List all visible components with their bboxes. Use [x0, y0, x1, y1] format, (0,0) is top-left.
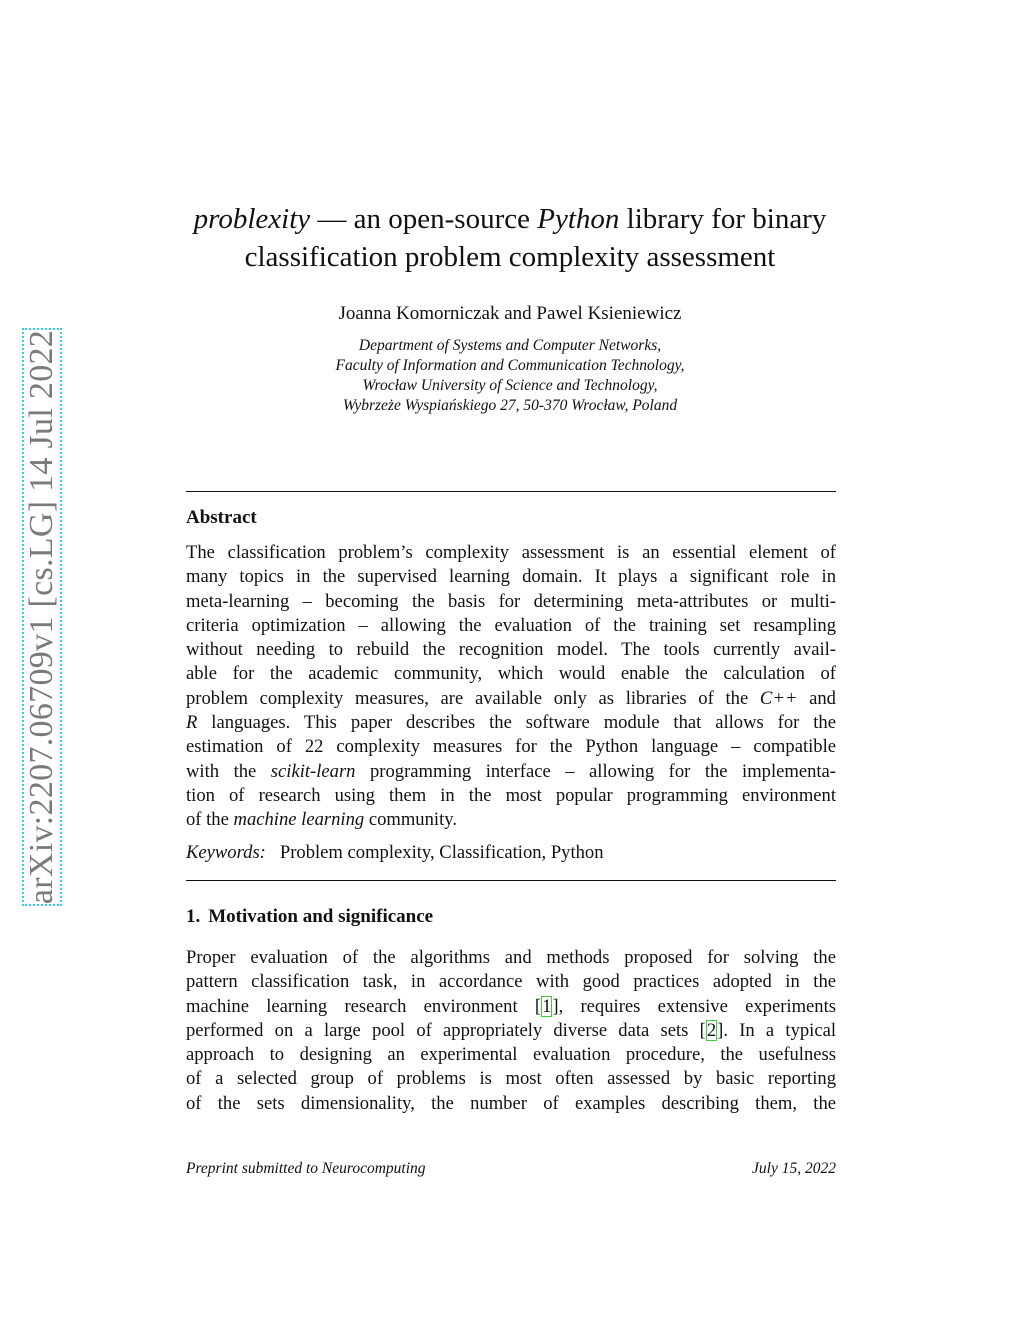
body-line: approach to designing an experimental evaluation procedure, the usefulness [186, 1044, 836, 1066]
abstract-body [186, 541, 836, 833]
title-line-2: classification problem complexity assessment [244, 241, 776, 273]
keywords-label: Keywords: [186, 842, 266, 863]
keywords-value: Problem complexity, Classification, Python [279, 842, 604, 863]
abstract-heading: Abstract [186, 507, 257, 528]
abstract-line: meta-learning – becoming the basis for determining meta-attributes or multi- [186, 590, 836, 612]
section-heading [186, 906, 433, 928]
footer-preprint: Preprint submitted to Neurocomputing [186, 1160, 426, 1177]
affiliation-line: Faculty of Information and Communication Technology, [335, 357, 685, 374]
affiliation-line: Wrocław University of Science and Technology, [362, 377, 658, 394]
body-line: performed on a large pool of appropriately diverse data sets [2]. In a typical [186, 1019, 836, 1041]
abstract-line: able for the academic community, which would enable the calculation of [186, 663, 836, 685]
abstract-line: tion of research using them in the most popular programming environment [186, 784, 836, 806]
title-line-1 [160, 200, 860, 238]
citation-link-2[interactable]: 2 [706, 1019, 717, 1041]
body-line: Proper evaluation of the algorithms and methods proposed for solving the [186, 947, 836, 968]
abstract-line: with the scikit-learn programming interface – allowing for the implementa- [186, 760, 837, 782]
abstract-line: of the machine learning community. [186, 809, 457, 831]
abstract-top-rule [186, 491, 836, 492]
body-line: of the sets dimensionality, the number of examples describing them, the [186, 1092, 836, 1114]
body-line: machine learning research environment [1], requires extensive experiments [186, 995, 836, 1017]
abstract-line: The classification problem’s complexity assessment is an essential element of [186, 542, 836, 563]
abstract-line: R languages. This paper describes the software module that allows for the [186, 712, 836, 734]
section-number: 1. [186, 906, 201, 927]
section-body [186, 946, 836, 1116]
authors: Joanna Komorniczak and Pawel Ksieniewicz [338, 303, 682, 324]
abstract-line: many topics in the supervised learning domain. It plays a significant role in [186, 566, 836, 588]
footer-date: July 15, 2022 [752, 1160, 836, 1177]
body-line: of a selected group of problems is most often assessed by basic reporting [186, 1068, 836, 1090]
affiliation [160, 336, 860, 416]
title-text-b: library for binary [619, 203, 827, 235]
scikit-learn-name: scikit-learn [270, 760, 356, 782]
keywords [186, 841, 604, 865]
title-library-name: problexity [193, 203, 311, 235]
r-language: R [186, 712, 198, 734]
paper-title [160, 200, 860, 276]
abstract-line: problem complexity measures, are available only as libraries of the C++ and [186, 687, 836, 709]
abstract-line: estimation of 22 complexity measures for the Python language – compatible [186, 736, 836, 758]
body-line: pattern classification task, in accordance with good practices adopted in the [186, 971, 836, 993]
affiliation-line: Wybrzeże Wyspiańskiego 27, 50-370 Wrocław, Poland [342, 397, 678, 414]
abstract-bottom-rule [186, 880, 836, 881]
title-text-a: — an open-source [310, 203, 538, 235]
machine-learning-term: machine learning [233, 809, 365, 831]
citation-link-1[interactable]: 1 [542, 995, 552, 1017]
section-title: Motivation and significance [208, 906, 434, 927]
affiliation-line: Department of Systems and Computer Networks, [358, 337, 662, 354]
abstract-line: without needing to rebuild the recognition model. The tools currently avail- [186, 639, 836, 661]
arxiv-stamp[interactable]: arXiv:2207.06709v1 [cs.LG] 14 Jul 2022 [23, 329, 60, 905]
title-language: Python [537, 203, 620, 235]
abstract-line: criteria optimization – allowing the evaluation of the training set resampling [186, 614, 836, 636]
cpp-language: C++ [759, 687, 798, 709]
